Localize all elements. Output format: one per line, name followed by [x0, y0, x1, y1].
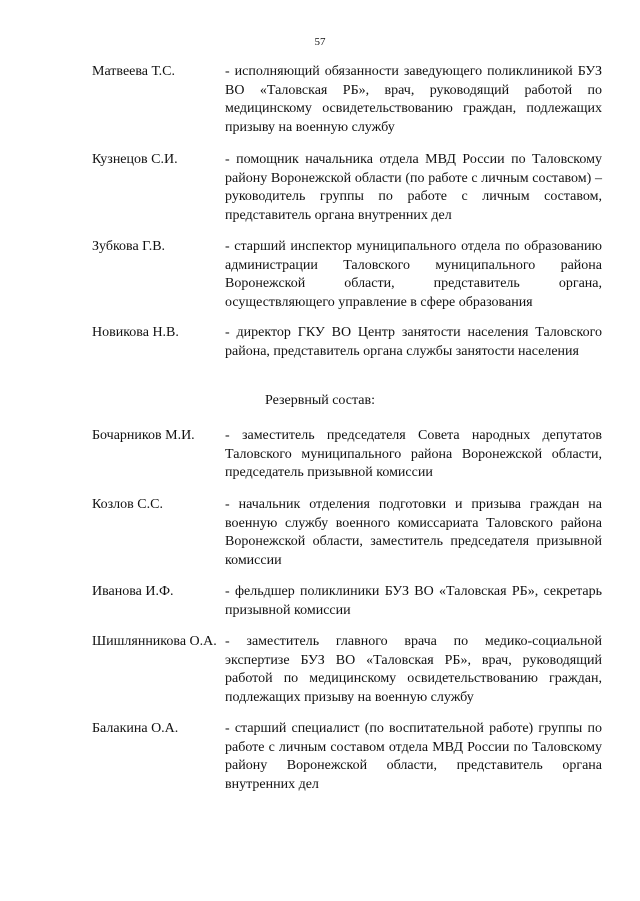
member-entry: [92, 151, 602, 226]
member-name: Зубкова Г.В.: [92, 239, 166, 254]
member-entry: [92, 720, 602, 795]
reserve-heading: Резервный состав:: [264, 393, 375, 408]
member-entry: [92, 427, 602, 483]
member-entry: [92, 238, 602, 313]
member-description: - заместитель главного врача по медико-социальной экспертизе БУЗ ВО «Таловская РБ», врач, руководящий работой по медицинскому освидетельствованию граждан, подлежащих призыву на военную службу: [225, 634, 602, 706]
member-description: - начальник отделения подготовки и призыва граждан на военную службу военного комиссариата Таловского района Воронежской области, заместитель председателя призывной комиссии: [225, 497, 602, 569]
member-description: - старший специалист (по воспитательной работе) группы по работе с личным составом отдела МВД России по Таловскому району Воронежской области, представитель органа внутренних дел: [225, 721, 602, 793]
member-description: - исполняющий обязанности заведующего поликлиникой БУЗ ВО «Таловская РБ», врач, руководящий работой по медицинскому освидетельствованию граждан, подлежащих призыву на военную службу: [225, 64, 602, 136]
member-name: Балакина О.А.: [92, 721, 179, 736]
member-name: Иванова И.Ф.: [92, 584, 174, 599]
member-entry: [92, 633, 602, 708]
member-description: - заместитель председателя Совета народных депутатов Таловского муниципального района Воронежской области, председатель призывной комиссии: [225, 428, 602, 481]
member-description: - фельдшер поликлиники БУЗ ВО «Таловская РБ», секретарь призывной комиссии: [225, 584, 602, 618]
member-description: - помощник начальника отдела МВД России по Таловскому району Воронежской области (по работе с личным составом) – руководитель группы по работе с личным составом, представитель органа внутренних дел: [225, 152, 602, 224]
page-number: 57: [314, 36, 326, 48]
member-description: - старший инспектор муниципального отдела по образованию администрации Таловского муниципального района Воронежской области, представитель органа, осуществляющего управление в сфере образования: [225, 239, 602, 311]
member-name: Шишлянникова О.А.: [92, 634, 217, 649]
member-name: Бочарников М.И.: [92, 428, 195, 443]
member-name: Кузнецов С.И.: [92, 152, 178, 167]
member-entry: [92, 496, 602, 571]
member-entry: [92, 63, 602, 138]
member-description: - директор ГКУ ВО Центр занятости населения Таловского района, представитель органа службы занятости населения: [225, 325, 602, 359]
member-name: Новикова Н.В.: [92, 325, 179, 340]
member-name: Матвеева Т.С.: [92, 64, 176, 79]
member-name: Козлов С.С.: [92, 497, 163, 512]
member-entry: [92, 324, 602, 361]
member-entry: [92, 583, 602, 620]
